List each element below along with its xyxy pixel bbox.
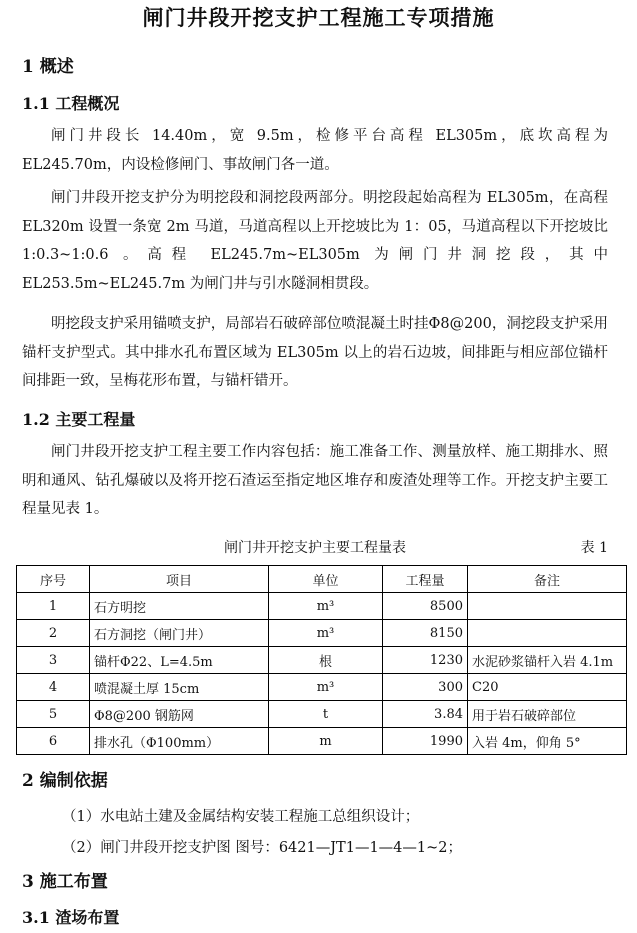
cell-note: 入岩 4m，仰角 5° <box>468 728 627 755</box>
cell-item: Φ8@200 钢筋网 <box>90 701 269 728</box>
paragraph-1-1-b: 闸门井段开挖支护分为明挖段和洞挖段两部分。明挖段起始高程为 EL305m，在高程 EL320m 设置一条宽 2m 马道，马道高程以上开挖坡比为 1：05，马道高程以下开挖坡比 1:0.3~1:0.6 。高程 EL245.7m~EL305m 为闸门井洞挖段，其中EL253.5m~EL245.7m 为闸门井与引水隧洞相贯段。 <box>22 190 608 292</box>
paragraph-1-1-a: 闸门井段长 14.40m，宽 9.5m，检修平台高程 EL305m，底坎高程为 EL245.70m，内设检修闸门、事故闸门各一道。 <box>22 128 608 173</box>
table-row <box>17 620 627 647</box>
cell-item: 喷混凝土厚 15cm <box>90 674 269 701</box>
section-1-1-heading: 1.1 工程概况 <box>22 94 120 113</box>
table-number: 表 1 <box>580 540 608 556</box>
cell-note <box>468 593 627 620</box>
table-row <box>17 593 627 620</box>
header-item: 项目 <box>90 566 269 593</box>
cell-unit: m³ <box>269 620 383 647</box>
table-caption-title: 闸门井开挖支护主要工程量表 <box>224 540 406 556</box>
table-row <box>17 701 627 728</box>
cell-no: 6 <box>17 728 90 755</box>
header-unit: 单位 <box>269 566 383 593</box>
cell-item: 排水孔（Φ100mm） <box>90 728 269 755</box>
cell-note: 水泥砂浆锚杆入岩 4.1m <box>468 647 627 674</box>
cell-unit: m <box>269 728 383 755</box>
cell-item: 石方明挖 <box>90 593 269 620</box>
table-row <box>17 728 627 755</box>
cell-note: C20 <box>468 674 627 701</box>
cell-item: 锚杆Φ22、L=4.5m <box>90 647 269 674</box>
section-1-2-heading: 1.2 主要工程量 <box>22 410 136 429</box>
cell-no: 1 <box>17 593 90 620</box>
table-header-row <box>17 566 627 593</box>
cell-quantity: 1990 <box>383 728 468 755</box>
cell-quantity: 8150 <box>383 620 468 647</box>
reference-item: （1）水电站土建及金属结构安装工程施工总组织设计； <box>62 809 420 825</box>
cell-note: 用于岩石破碎部位 <box>468 701 627 728</box>
cell-no: 2 <box>17 620 90 647</box>
section-3-1-heading: 3.1 渣场布置 <box>22 908 120 927</box>
section-2-heading: 2 编制依据 <box>22 771 108 791</box>
paragraph-1-1-c: 明挖段支护采用锚喷支护，局部岩石破碎部位喷混凝土时挂Φ8@200，洞挖段支护采用锚杆支护型式。其中排水孔布置区域为 EL305m 以上的岩石边坡，间排距与相应部位锚杆间排距一致，呈梅花形布置，与锚杆错开。 <box>22 316 608 389</box>
cell-quantity: 300 <box>383 674 468 701</box>
table-row <box>17 647 627 674</box>
paragraph-1-2: 闸门井段开挖支护工程主要工作内容包括：施工准备工作、测量放样、施工期排水、照明和通风、钻孔爆破以及将开挖石渣运至指定地区堆存和废渣处理等工作。开挖支护主要工程量见表 1。 <box>22 444 608 517</box>
section-3-heading: 3 施工布置 <box>22 872 108 892</box>
cell-no: 5 <box>17 701 90 728</box>
section-1-heading: 1 概述 <box>22 57 74 77</box>
header-no: 序号 <box>17 566 90 593</box>
cell-unit: m³ <box>269 674 383 701</box>
cell-quantity: 1230 <box>383 647 468 674</box>
cell-item: 石方洞挖（闸门井） <box>90 620 269 647</box>
cell-note <box>468 620 627 647</box>
cell-quantity: 3.84 <box>383 701 468 728</box>
cell-unit: t <box>269 701 383 728</box>
cell-unit: 根 <box>269 647 383 674</box>
cell-no: 3 <box>17 647 90 674</box>
cell-unit: m³ <box>269 593 383 620</box>
header-quantity: 工程量 <box>383 566 468 593</box>
document-title: 闸门井段开挖支护工程施工专项措施 <box>142 5 495 30</box>
table-caption <box>22 535 608 557</box>
cell-no: 4 <box>17 674 90 701</box>
quantity-table <box>16 565 627 755</box>
header-note: 备注 <box>468 566 627 593</box>
cell-quantity: 8500 <box>383 593 468 620</box>
reference-item: （2）闸门井段开挖支护图 图号：6421—JT1—1—4—1~2； <box>62 840 462 856</box>
table-row <box>17 674 627 701</box>
